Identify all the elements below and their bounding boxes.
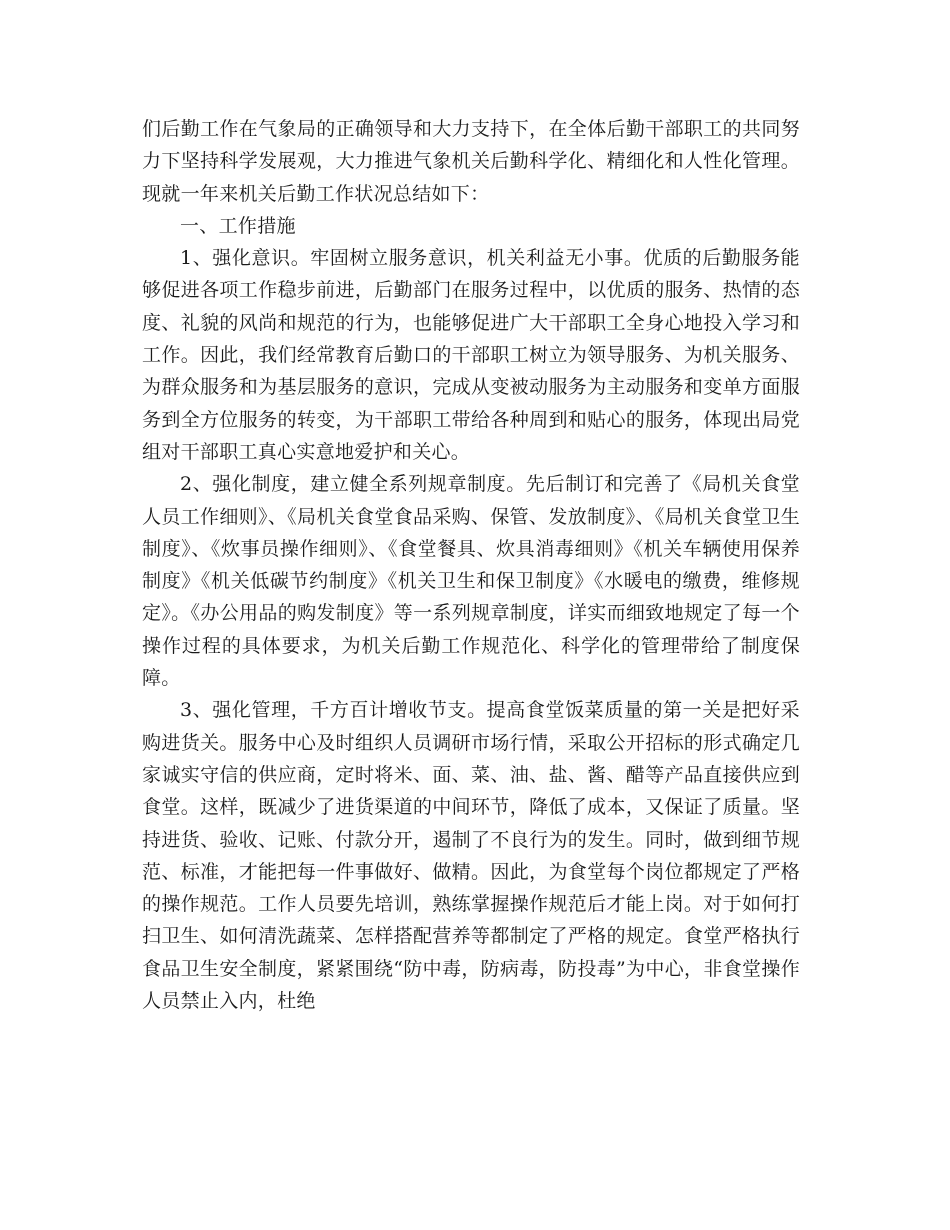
- section-heading-work-measures: 一、工作措施: [180, 214, 296, 237]
- paragraph-strengthen-management: 3、强化管理，千方百计增收节支。提高食堂饭菜质量的第一关是把好采购进货关。服务中心及时组织人员调研市场行情，采取公开招标的形式确定几家诚实守信的供应商，定时将米、面、菜、油、盐、酱、醋等产品直接供应到食堂。这样，既减少了进货渠道的中间环节，降低了成本，又保证了质量。坚持进货、验收、记账、付款分开，遏制了不良行为的发生。同时，做到细节规范、标准，才能把每一件事做好、做精。因此，为食堂每个岗位都规定了严格的操作规范。工作人员要先培训，熟练掌握操作规范后才能上岗。对于如何打扫卫生、如何清洗蔬菜、怎样搭配营养等都制定了严格的规定。食堂严格执行食品卫生安全制度，紧紧围绕“防中毒，防病毒，防投毒”为中心，非食堂操作人员禁止入内，杜绝: [142, 699, 800, 1013]
- document-page: [142, 113, 800, 1017]
- paragraph-strengthen-rules: 2、强化制度，建立健全系列规章制度。先后制订和完善了《局机关食堂人员工作细则》、《局机关食堂食品采购、保管、发放制度》、《局机关食堂卫生制度》、《炊事员操作细则》、《食堂餐具、炊具消毒细则》《机关车辆使用保养制度》《机关低碳节约制度》《机关卫生和保卫制度》《水暖电的缴费，维修规定》。《办公用品的购发制度》等一系列规章制度，详实而细致地规定了每一个操作过程的具体要求，为机关后勤工作规范化、科学化的管理带给了制度保障。: [142, 473, 800, 690]
- paragraph-strengthen-awareness: 1、强化意识。牢固树立服务意识，机关利益无小事。优质的后勤服务能够促进各项工作稳步前进，后勤部门在服务过程中，以优质的服务、热情的态度、礼貌的风尚和规范的行为，也能够促进广大干部职工全身心地投入学习和工作。因此，我们经常教育后勤口的干部职工树立为领导服务、为机关服务、为群众服务和为基层服务的意识，完成从变被动服务为主动服务和变单方面服务到全方位服务的转变，为干部职工带给各种周到和贴心的服务，体现出局党组对干部职工真心实意地爱护和关心。: [142, 247, 800, 463]
- paragraph-intro-continuation: 们后勤工作在气象局的正确领导和大力支持下，在全体后勤干部职工的共同努力下坚持科学发展观，大力推进气象机关后勤科学化、精细化和人性化管理。现就一年来机关后勤工作状况总结如下：: [142, 118, 800, 205]
